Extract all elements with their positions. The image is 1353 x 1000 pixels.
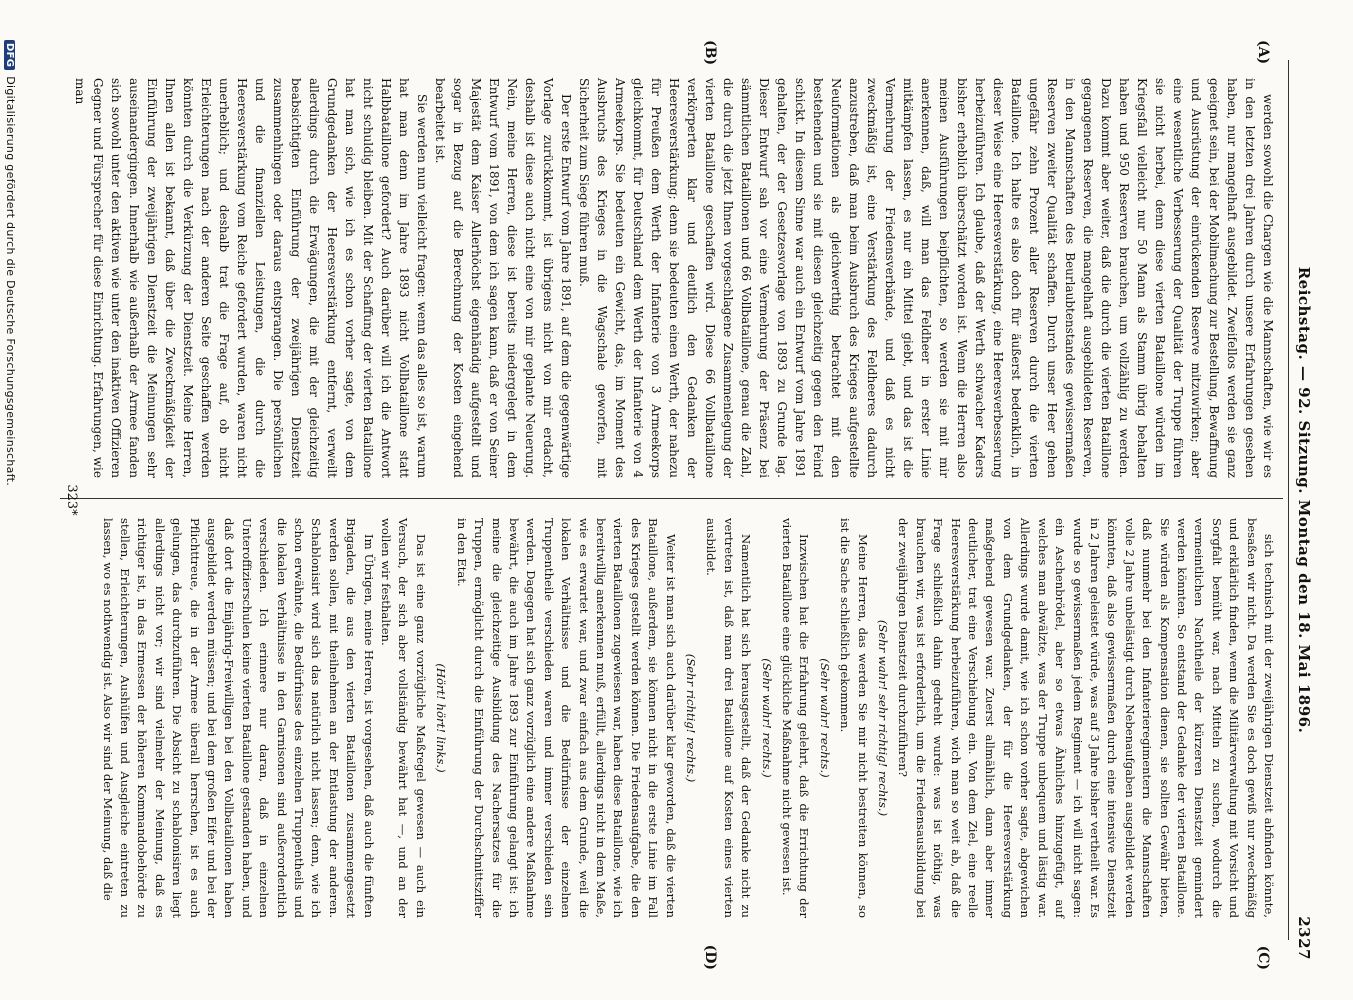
right-column-paragraph: Namentlich hat sich herausgestellt, daß der Gedanke nicht zu vertreten ist, daß man drei Bataillone auf Kosten eines vierten ausbildet. <box>704 518 754 918</box>
right-column-paragraph: Meine Herren, das werden Sie mir nicht bestreiten können, so ist die Sache schließlich gekommen. <box>838 518 870 918</box>
column-divider <box>60 498 1283 499</box>
right-column-paragraph: Weiter ist man sich auch darüber klar geworden, daß die vierten Bataillone, außerdem, sie können nicht in die erste Linie im Fall des Krieges gestellt werden können. Die Friedensaufgabe, die den vierten Bataillonen zugewiesen war, haben diese Bataillone, wie ich bereitwillig anerkennen muß, erfüllt, allerdings nicht in dem Maße, wie es erwartet war, und zwar einfach aus dem Grunde, weil die lokalen Verhältnisse und die Bedürfnisse der einzelnen Truppentheile verschieden waren und immer verschieden sein werden. Dagegen hat sich ganz vorzüglich eine andere Maßnahme bewährt, die auch im Jahre 1893 zur Einführung gelangt ist: ich meine die gleichzeitige Ausbildung des Nachersatzes für die Truppen, ermöglicht durch die Einführung der Durchschnittsziffer in den Etat. <box>454 518 678 918</box>
digitization-text: Digitalisierung gefördert durch die Deutsche Forschungsgemeinschaft. <box>4 76 17 487</box>
right-column-paragraph: Im Übrigen, meine Herren, ist vorgesehen, daß auch die fünften Brigaden, die aus den vierten Bataillonen zusammengesetzt werden sollen, mit theilnehmen an der Entlastung der anderen. Schablonisirt wird sich das natürlich nicht lassen; denn, wie ich schon erwähnte, die Bedürfnisse des einzelnen Truppentheils und die lokalen Verhältnisse in den Garnisonen sind außerordentlich verschieden. Ich erinnere nur daran, daß in einzelnen Unteroffizierschulen keine vierten Bataillone gestanden haben, und daß dort die Einjährig-Freiwilligen bei den Vollbataillonen haben ausgebildet werden müssen; und bei dem großen Eifer und bei der Pflichttreue, die in der Armee überall herrschen, ist es auch gelungen, das durchzuführen. Die Absicht zu schablonisiren liegt allerdings nicht vor; wir sind vielmehr der Meinung, daß es richtiger ist, in das Ermessen der höheren Kommandobehörde zu stellen, Erleichterungen, Aushülfen und Ausgleiche eintreten zu lassen, wo es nothwendig ist. Also wir sind der Meinung, daß die <box>100 518 376 918</box>
right-column-interjection: (Sehr wahr! rechts.) <box>817 658 832 778</box>
header-page-number: 2327 <box>1295 916 1313 960</box>
right-text-column <box>98 518 1277 918</box>
margin-marker-b: (B) <box>702 40 718 66</box>
page-footer-number: 323* <box>64 484 79 516</box>
left-column-paragraph: werden sowohl die Chargen wie die Mannschaften, wie wir es in den letzten drei Jahren durch unsere Erfahrungen gesehen haben, nur mangelhaft ausgebildet. Zweifellos werden sie ganz geeignet sein, bei der Mobilmachung zur Bestellung, Bewaffnung und Ausrüstung der einrückenden Reserve mitzuwirken; aber eine wesentliche Verbesserung der Qualität der Truppe führen sie nicht herbei, denn diese vierten Bataillone würden im Kriegsfall vielleicht nur 50 Mann als Stamm übrig behalten haben und 950 Reserven brauchen, um vollzählig zu werden. Dazu kommt aber weiter, daß die durch die vierten Bataillone gegangenen Reserven, die mangelhaft ausgebildeten Reserven, in den Mannschaften des Beurlaubtenstandes gewissermaßen Reserven zweiter Qualität schaffen. Durch unser Heer gehen ungefähr zehn Prozent aller Reserven durch die vierten Bataillone. Ich halte es also doch für äußerst bedenklich, in dieser Weise eine Heeresverstärkung, eine Heeresverbesserung herbeizuführen. Ich glaube, daß der Werth schwacher Kaders bisher erheblich überschätzt worden ist. Wenn die Herren also meinen Ausführungen beipflichten, so werden sie mit mir anerkennen, daß, will man das Feldheer in erster Linie mitkämpfen lassen, es nur ein Mittel giebt, und das ist die Vermehrung der Friedensverbände, und daß es nicht zweckmäßig ist, eine Verstärkung des Feldheeres dadurch anzustreben, daß man beim Ausbruch des Krieges aufgestellte Neuformationen als gleichwerthig betrachtet mit den bestehenden und sie mit diesen gleichzeitig gegen den Feind schickt. In diesem Sinne war auch ein Entwurf vom Jahre 1891 gehalten, der der Gesetzesvorlage von 1893 zu Grunde lag. Dieser Entwurf sah vor eine Vermehrung der Präsenz bei sämmtlichen Bataillonen und 66 Vollbataillone, genau die Zahl, die durch die jetzt Ihnen vorgeschlagene Zusammenlegung der vierten Bataillone geschaffen wird. Diese 66 Vollbataillone verkörperten klar und deutlich den Gedanken der Heeresverstärkung; denn sie bedeuten einen Werth, der nahezu für Preußen dem Werth der Infanterie von 3 Armeekorps gleichkommt, für Deutschland dem Werth der Infanterie von 4 Armeekorps. Sie bedeuten ein Gewicht, das, im Moment des Ausbruchs des Krieges in die Wagschale geworfen, mit Sicherheit zum Siege führen muß. <box>577 78 1275 478</box>
right-column-interjection: (Hört! hört! links.) <box>434 663 449 773</box>
right-column-paragraph: Das ist eine ganz vorzügliche Maßregel gewesen — auch ein Versuch, der sich aber vollständig bewährt hat —, und an der wollen wir festhalten. <box>379 518 428 918</box>
left-column-paragraph: Sie werden nun vielleicht fragen: wenn das alles so ist, warum hat man denn im Jahre 1893 nicht Vollbataillone statt Halbbataillone gefordert? Auch darüber will ich die Antwort nicht schuldig bleiben. Mit der Schaffung der vierten Bataillone hat man sich, wie ich es schon vorher sagte, von dem Grundgedanken der Heeresverstärkung entfernt, verweilt allerdings durch die Erwägungen, die mit der gleichzeitig beabsichtigten Einführung der zweijährigen Dienstzeit zusammenhingen oder daraus entsprangen. Die persönlichen und die finanziellen Leistungen, die durch die Heeresverstärkung vom Reiche gefordert wurden, waren nicht unerheblich; und deshalb trat die Frage auf, ob nicht Erleichterungen nach der anderen Seite geschaffen werden könnten durch die Verkürzung der Dienstzeit. Meine Herren, Ihnen allen ist bekannt, daß über die Zweckmäßigkeit der Einführung der zweijährigen Dienstzeit die Meinungen sehr auseinandergingen. Innerhalb wie außerhalb der Armee fanden sich sowohl unter den aktiven wie unter den inaktiven Offizieren Gegner und Fürsprecher für diese Einrichtung. Erfahrungen, wie man <box>73 78 429 478</box>
left-text-column <box>71 78 1277 478</box>
header-rule <box>1288 60 1289 940</box>
right-column-interjection: (Sehr richtig! rechts.) <box>684 653 698 783</box>
digitization-credit <box>4 40 17 960</box>
left-column-paragraph: Der erste Entwurf vom Jahre 1891, auf dem die gegenwärtige Vorlage zurückkommt, ist übrigens nicht von mir erdacht, deshalb ist diese auch nicht eine von mir geplante Neuerung. Nein, meine Herren, diese ist bereits niedergelegt in dem Entwurf vom 1891, von dem ich sagen kann, daß er von Seiner Majestät dem Kaiser Allerhöchst eigenhändig aufgestellt und sogar in Bezug auf die Berechnung der Kosten eingehend bearbeitet ist. <box>433 78 573 478</box>
margin-marker-c: (C) <box>1255 945 1271 970</box>
page-header <box>1291 40 1315 960</box>
margin-marker-d: (D) <box>702 944 718 970</box>
dfg-logo: DFG <box>4 40 15 70</box>
margin-marker-a: (A) <box>1255 40 1271 65</box>
right-column-paragraph: sich technisch mit der zweijährigen Dienstzeit abfinden könnte, besaßen wir nicht. Da werden Sie es doch gewiß nur zweckmäßig und erklärlich finden, wenn die Militärverwaltung mit Vorsicht und Sorgfalt bemüht war, nach Mitteln zu suchen, wodurch die vermeintlichen Nachtheile der kürzeren Dienstzeit gemindert werden könnten. So entstand der Gedanke der vierten Bataillone. Sie würden als Kompensation dienen, sie sollten Gewähr bieten, daß nunmehr bei den Infanterieregimentern die Mannschaften volle 2 Jahre unbelästigt durch Nebenaufgaben ausgebildet werden könnten, daß also gewissermaßen durch eine intensive Dienstzeit in 2 Jahren geleistet würde, was auf 3 Jahre bisher vertheilt war. Es wurde so gewissermaßen jedem Regiment — ich will nicht sagen: ein Aschenbrödel, aber so etwas Ähnliches hinzugefügt, auf welches man abwälzte, was der Truppe unbequem und lästig war. Allerdings wurde damit, wie ich schon vorher sagte, abgewichen von dem Grundgedanken, der für die Heeresverstärkung maßgebend gewesen war. Zuerst allmählich, dann aber immer deutlicher, trat eine Verschiebung ein. Von dem Ziel, eine reelle Heeresverstärkung herbeizuführen, wich man so weit ab, daß die Frage schließlich dahin gedreht wurde: was ist nöthig, was brauchen wir, was ist erforderlich, um die Friedensausbildung bei der zweijährigen Dienstzeit durchzuführen? <box>896 518 1276 918</box>
right-column-interjection: (Sehr wahr! rechts.) <box>759 658 774 778</box>
right-column-interjection: (Sehr wahr! sehr richtig! rechts.) <box>876 619 891 817</box>
right-column-paragraph: Inzwischen hat die Erfahrung gelehrt, daß die Errichtung der vierten Bataillone eine glückliche Maßnahme nicht gewesen ist. <box>780 518 812 918</box>
header-title: Reichstag. — 92. Sitzung. Montag den 18. Mai 1896. <box>1295 266 1313 734</box>
